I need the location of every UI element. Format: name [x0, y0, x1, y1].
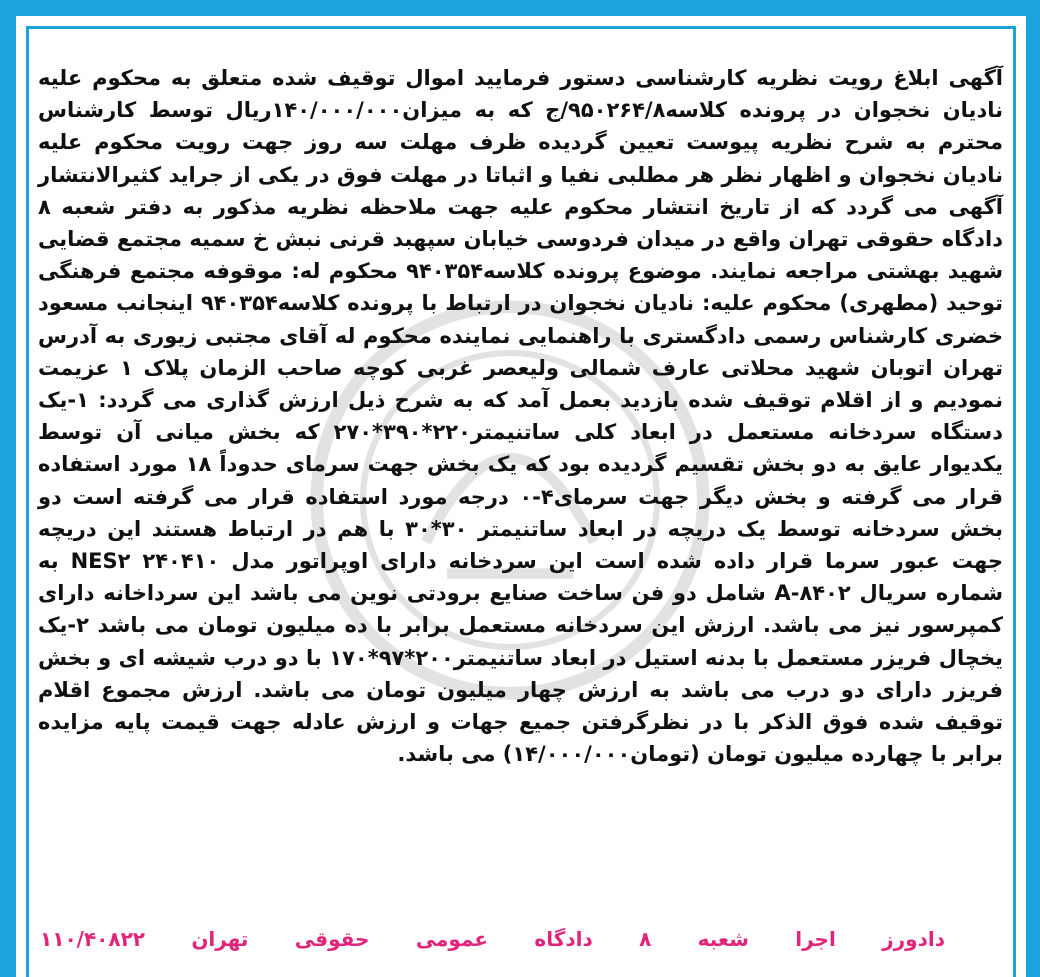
signature-code: ۱۱۰/۴۰۸۲۲	[40, 927, 145, 951]
frame-right-border	[1026, 0, 1040, 977]
signature-word-tehran: تهران	[191, 927, 249, 951]
notice-body: آگهی ابلاغ رویت نظریه کارشناسی دستور فرمایید اموال توقیف شده متعلق به محکوم علیه نادیان نخجوان در پرونده کلاسه۹۵۰۲۶۴/۸/ج که به میزان۱۴۰/۰۰۰/۰۰۰ریال توسط کارشناس محترم به شرح نظریه پیوست تعیین گردیده ظرف مهلت سه روز جهت رویت محکوم علیه نادیان نخجوان و اظهار نظر هر مطلبی نفیا و اثباتا در مهلت فوق در یکی از جراید کثیرالانتشار آگهی می گردد که از تاریخ انتشار محکوم علیه جهت ملاحظه نظریه مذکور به دفتر شعبه ۸ دادگاه حقوقی تهران واقع در میدان فردوسی خیابان سپهبد قرنی نبش خ سمیه مجتمع قضایی شهید بهشتی مراجعه نمایند. موضوع پرونده کلاسه۹۴۰۳۵۴ محکوم له: موقوفه مجتمع فرهنگی توحید (مطهری) محکوم علیه: نادیان نخجوان در ارتباط با پرونده کلاسه۹۴۰۳۵۴ اینجانب مسعود خضری کارشناس رسمی دادگستری با راهنمایی نماینده محکوم له آقای مجتبی زیوری به آدرس تهران اتوبان شهید محلاتی عارف شمالی ولیعصر غربی کوچه صاحب الزمان پلاک ۱ عزیمت نمودیم و از اقلام توقیف شده بازدید بعمل آمد که به شرح ذیل ارزش گذاری می گردد: ۱-یک دستگاه سردخانه مستعمل در ابعاد کلی ساتنیمتر۲۲۰*۳۹۰*۲۷۰ که بخش میانی آن توسط یکدیوار عایق به دو بخش تقسیم گردیده بود که یک بخش جهت سرمای حدوداً ۱۸ مورد استفاده قرار می گرفته و بخش دیگر جهت سرمای۴-۰ درجه مورد استفاده قرار می گرفته است دو بخش سردخانه توسط یک دریچه در ابعاد ساتنیمتر ۳۰*۳۰ با هم در ارتباط هستند این دریچه جهت عبور سرما قرار داده شده است این سردخانه دارای اوپراتور مدل NES۲ ۲۴۰۴۱۰ به شماره سریال A-۸۴۰۲ شامل دو فن ساخت صنایع برودتی نوین می باشد این سرداخانه دارای کمپرسور نیز می باشد. ارزش این سردخانه مستعمل برابر با ده میلیون تومان می باشد ۲-یک یخچال فریزر مستعمل با بدنه استیل در ابعاد ساتنیمتر۲۰۰*۹۷*۱۷۰ با دو درب شیشه ای و بخش فریزر دارای دو درب می باشد به ارزش چهار میلیون تومان می باشد. ارزش مجموع اقلام توقیف شده فوق الذکر با در نظرگرفتن جمیع جهات و ارزش عادله جهت قیمت پایه مزایده برابر با چهارده میلیون تومان (تومان۱۴/۰۰۰/۰۰۰) می باشد.	[38, 66, 1004, 767]
signature-word-court: دادگاه	[534, 927, 593, 951]
inner-right-rule	[1013, 26, 1016, 977]
signature-role: دادورز	[882, 927, 945, 951]
signature-word-ejra: اجرا	[795, 927, 836, 951]
signature-branch-number: ۸	[639, 927, 652, 951]
signature-line	[40, 924, 945, 954]
inner-top-rule	[26, 26, 1016, 29]
signature-word-legal: حقوقی	[294, 927, 370, 951]
signature-word-general: عمومی	[415, 927, 489, 951]
frame-left-border	[0, 0, 16, 977]
inner-left-rule	[26, 26, 29, 977]
signature-word-branch: شعبه	[697, 927, 749, 951]
frame-top-border	[0, 0, 1040, 16]
